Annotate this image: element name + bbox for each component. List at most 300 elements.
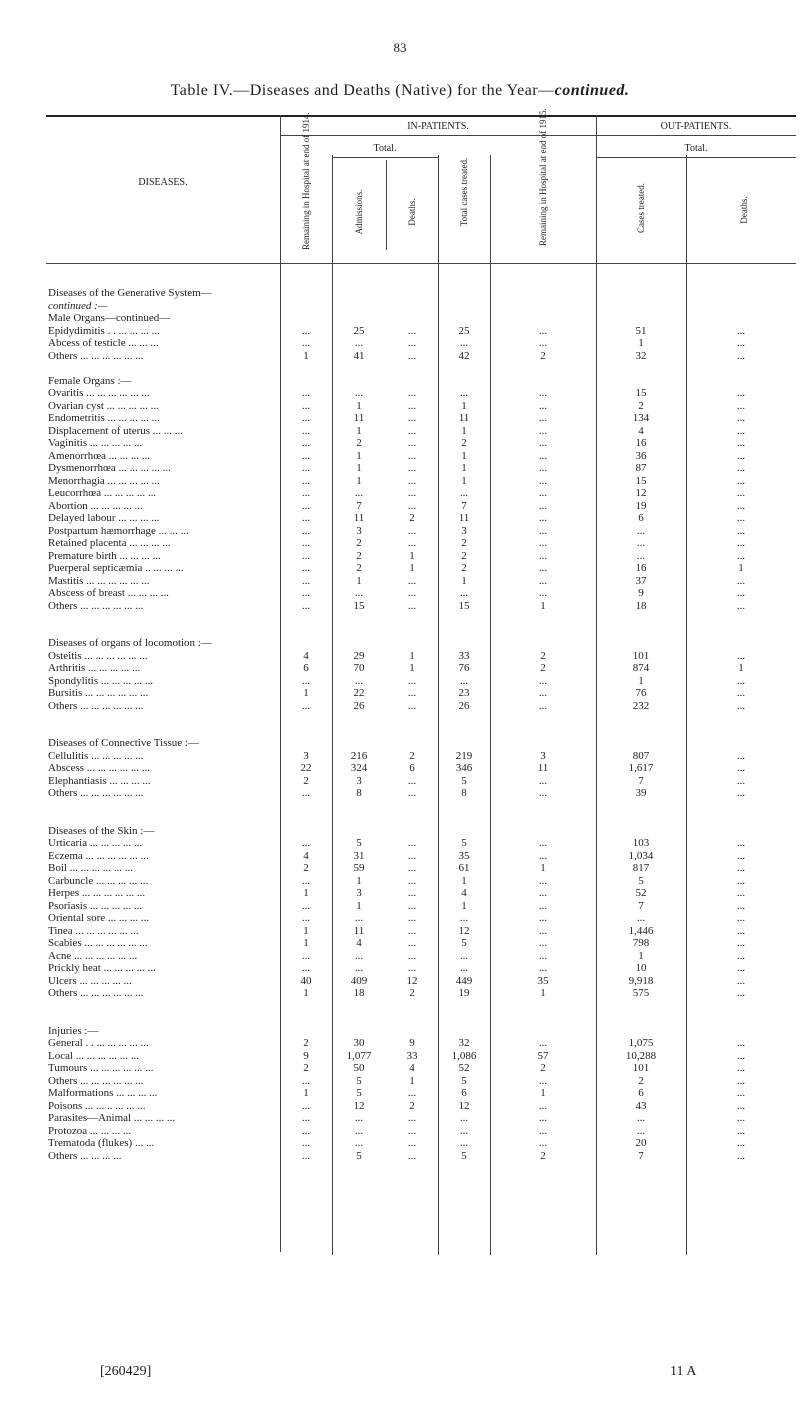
cell-total-treated: 19 <box>458 987 470 999</box>
row-label: Female Organs :— <box>48 374 132 387</box>
cell-out-deaths: ... <box>736 349 746 362</box>
row-label: Epidydimitis . . ... ... ... ... <box>48 324 160 337</box>
cell-remaining-1914: ... <box>301 562 311 574</box>
row-label: Mastitis ... ... ... ... ... ... <box>48 574 150 587</box>
cell-deaths: ... <box>407 437 417 449</box>
cell-admissions: 8 <box>356 787 362 799</box>
cell-out-cases-treated: 1,617 <box>628 762 654 774</box>
row-label: Local ... ... ... ... ... ... <box>48 1049 140 1062</box>
header-deaths: Deaths. <box>407 198 417 226</box>
row-label: Postpartum hæmorrhage ... ... ... <box>48 524 189 537</box>
cell-remaining-1915: ... <box>538 1112 548 1124</box>
cell-admissions: ... <box>354 337 364 349</box>
cell-remaining-1914: ... <box>301 949 311 962</box>
cell-total-treated: 11 <box>458 412 470 424</box>
table-row <box>46 587 796 600</box>
cell-admissions: 25 <box>353 324 365 337</box>
cell-deaths: ... <box>407 412 417 424</box>
cell-remaining-1915: 2 <box>540 662 546 674</box>
header-remaining-1915: Remaining in Hospital at end of 1915. <box>538 108 548 246</box>
cell-admissions: 409 <box>350 974 368 987</box>
cell-remaining-1915: ... <box>538 474 548 487</box>
cell-out-cases-treated: 16 <box>635 562 647 574</box>
cell-out-deaths: ... <box>736 424 746 437</box>
cell-out-cases-treated: 807 <box>632 749 650 762</box>
cell-out-deaths: ... <box>736 387 746 399</box>
cell-remaining-1915: 2 <box>540 1062 546 1074</box>
section-heading <box>46 637 796 650</box>
cell-remaining-1914: 22 <box>300 762 312 774</box>
cell-remaining-1915: 57 <box>537 1049 549 1062</box>
section-heading <box>46 375 796 388</box>
table-row <box>46 500 796 513</box>
cell-out-deaths: ... <box>736 337 746 349</box>
cell-deaths: ... <box>407 887 417 899</box>
cell-total-treated: 3 <box>461 524 467 537</box>
cell-deaths: ... <box>407 849 417 862</box>
cell-total-treated: ... <box>459 962 469 974</box>
row-label: Others ... ... ... ... ... ... <box>48 1074 144 1087</box>
cell-remaining-1915: ... <box>538 1137 548 1149</box>
section-heading <box>46 737 796 750</box>
row-label: Others ... ... ... ... ... ... <box>48 787 144 799</box>
table-row <box>46 1150 796 1163</box>
cell-total-treated: 12 <box>458 1099 470 1112</box>
row-label: Urticaria ... ... ... ... ... <box>48 837 143 849</box>
cell-remaining-1914: 40 <box>300 974 312 987</box>
table-row <box>46 850 796 863</box>
table-row <box>46 925 796 938</box>
cell-out-cases-treated: 43 <box>635 1099 647 1112</box>
header-cases-treated: Cases treated. <box>636 183 646 233</box>
cell-out-cases-treated: 87 <box>635 462 647 474</box>
cell-out-deaths: ... <box>736 874 746 887</box>
cell-remaining-1914: ... <box>301 912 311 924</box>
row-label: Ovaritis ... ... ... ... ... ... <box>48 387 150 399</box>
title-main: Table IV.—Diseases and Deaths (Native) for the Year— <box>170 82 555 99</box>
cell-remaining-1915: ... <box>538 574 548 587</box>
cell-out-cases-treated: ... <box>636 524 646 537</box>
cell-remaining-1914: 2 <box>303 1062 309 1074</box>
cell-total-treated: ... <box>459 1112 469 1124</box>
cell-admissions: ... <box>354 1112 364 1124</box>
row-spacer <box>46 362 796 375</box>
cell-out-deaths: ... <box>736 987 746 999</box>
cell-remaining-1914: ... <box>301 962 311 974</box>
cell-remaining-1914: 1 <box>303 349 309 362</box>
cell-out-deaths: ... <box>736 1074 746 1087</box>
table-row <box>46 575 796 588</box>
cell-remaining-1914: ... <box>301 1099 311 1112</box>
cell-deaths: 2 <box>409 749 415 762</box>
cell-admissions: 1,077 <box>346 1049 372 1062</box>
table-row <box>46 700 796 713</box>
cell-deaths: ... <box>407 924 417 937</box>
cell-out-cases-treated: 2 <box>638 1074 644 1087</box>
row-label: Abscess of breast ... ... ... ... <box>48 587 169 599</box>
table-row <box>46 550 796 563</box>
table-row <box>46 650 796 663</box>
cell-remaining-1915: ... <box>538 524 548 537</box>
header-rule <box>332 157 438 158</box>
cell-remaining-1915: ... <box>538 887 548 899</box>
cell-admissions: 7 <box>356 499 362 512</box>
cell-total-treated: ... <box>459 1124 469 1137</box>
cell-total-treated: 1 <box>461 462 467 474</box>
cell-out-cases-treated: 10 <box>635 962 647 974</box>
cell-admissions: 3 <box>356 524 362 537</box>
cell-out-deaths: ... <box>736 487 746 499</box>
cell-deaths: ... <box>407 524 417 537</box>
row-spacer <box>46 800 796 813</box>
cell-deaths: 1 <box>409 562 415 574</box>
header-remaining-1914: Remaining in Hospital at end of 1914. <box>301 112 311 250</box>
cell-remaining-1914: ... <box>301 449 311 462</box>
cell-remaining-1915: ... <box>538 837 548 849</box>
cell-out-deaths: ... <box>736 1137 746 1149</box>
cell-remaining-1914: 1 <box>303 937 309 949</box>
cell-remaining-1914: 1 <box>303 924 309 937</box>
cell-admissions: 15 <box>353 599 365 612</box>
cell-remaining-1914: 1 <box>303 987 309 999</box>
cell-out-cases-treated: 817 <box>632 862 650 874</box>
page-title <box>0 82 800 100</box>
table-row <box>46 837 796 850</box>
row-label: Amenorrhœa ... ... ... ... <box>48 449 151 462</box>
cell-remaining-1915: 1 <box>540 599 546 612</box>
cell-remaining-1915: ... <box>538 387 548 399</box>
cell-out-deaths: ... <box>736 849 746 862</box>
cell-out-cases-treated: 798 <box>632 937 650 949</box>
cell-total-treated: 449 <box>455 974 473 987</box>
cell-remaining-1915: ... <box>538 499 548 512</box>
header-total-out: Total. <box>684 143 708 154</box>
cell-deaths: ... <box>407 387 417 399</box>
cell-remaining-1915: ... <box>538 337 548 349</box>
row-label: Vaginitis ... ... ... ... ... <box>48 437 143 449</box>
cell-deaths: ... <box>407 349 417 362</box>
cell-admissions: ... <box>354 587 364 599</box>
cell-out-deaths: ... <box>736 1062 746 1074</box>
row-label: Dysmenorrhœa ... ... ... ... ... <box>48 462 171 474</box>
header-rule <box>596 157 796 158</box>
cell-admissions: 2 <box>356 549 362 562</box>
cell-remaining-1914: ... <box>301 1074 311 1087</box>
cell-out-deaths: 1 <box>738 562 744 574</box>
table-row <box>46 1050 796 1063</box>
row-label: Spondylitis ... ... ... ... ... <box>48 674 154 687</box>
table-row <box>46 1112 796 1125</box>
row-label: continued :— <box>48 299 108 312</box>
cell-remaining-1915: ... <box>538 512 548 524</box>
cell-remaining-1914: 3 <box>303 749 309 762</box>
cell-total-treated: 346 <box>455 762 473 774</box>
title-continued: continued. <box>554 82 630 99</box>
cell-deaths: ... <box>407 599 417 612</box>
row-label: Diseases of Connective Tissue :— <box>48 737 199 749</box>
cell-deaths: ... <box>407 937 417 949</box>
row-label: Others ... ... ... ... ... ... <box>48 349 144 362</box>
cell-out-deaths: ... <box>736 537 746 549</box>
cell-deaths: ... <box>407 699 417 712</box>
cell-out-cases-treated: 19 <box>635 499 647 512</box>
cell-out-cases-treated: 51 <box>635 324 647 337</box>
cell-remaining-1915: ... <box>538 899 548 912</box>
cell-out-deaths: ... <box>736 1149 746 1162</box>
cell-total-treated: 2 <box>461 437 467 449</box>
cell-deaths: 1 <box>409 649 415 662</box>
cell-deaths: ... <box>407 874 417 887</box>
cell-out-deaths: ... <box>736 1099 746 1112</box>
row-label: Injuries :— <box>48 1024 99 1037</box>
cell-out-deaths: 1 <box>738 662 744 674</box>
row-label: Others ... ... ... ... ... ... <box>48 699 144 712</box>
row-label: Bursitis ... ... ... ... ... ... <box>48 687 149 699</box>
cell-remaining-1914: ... <box>301 337 311 349</box>
cell-remaining-1915: ... <box>538 937 548 949</box>
cell-remaining-1915: ... <box>538 437 548 449</box>
cell-remaining-1914: 2 <box>303 1037 309 1049</box>
cell-remaining-1914: ... <box>301 499 311 512</box>
table-row <box>46 325 796 338</box>
cell-out-deaths: ... <box>736 474 746 487</box>
cell-deaths: ... <box>407 862 417 874</box>
row-spacer <box>46 612 796 625</box>
cell-out-deaths: ... <box>736 774 746 787</box>
cell-deaths: ... <box>407 787 417 799</box>
cell-admissions: 1 <box>356 574 362 587</box>
cell-out-cases-treated: 1,075 <box>628 1037 654 1049</box>
table-row <box>46 875 796 888</box>
cell-out-deaths: ... <box>736 412 746 424</box>
table-row <box>46 1037 796 1050</box>
table-row <box>46 975 796 988</box>
table-row <box>46 525 796 538</box>
cell-out-deaths: ... <box>736 437 746 449</box>
row-label: Poisons ... ... .. ... ... ... <box>48 1099 146 1112</box>
cell-remaining-1914: ... <box>301 1124 311 1137</box>
cell-remaining-1915: ... <box>538 674 548 687</box>
cell-out-cases-treated: 6 <box>638 1087 644 1099</box>
table-body <box>46 287 796 1162</box>
table-row <box>46 787 796 800</box>
row-label: Tinea ... ... ... ... ... ... <box>48 924 139 937</box>
row-spacer <box>46 1000 796 1013</box>
cell-out-cases-treated: ... <box>636 549 646 562</box>
table-row <box>46 1100 796 1113</box>
cell-remaining-1914: ... <box>301 412 311 424</box>
cell-out-deaths: ... <box>736 512 746 524</box>
cell-out-cases-treated: 20 <box>635 1137 647 1149</box>
cell-deaths: ... <box>407 912 417 924</box>
table-row <box>46 412 796 425</box>
table-row <box>46 762 796 775</box>
row-label: Premature birth ... ... ... ... <box>48 549 161 562</box>
cell-out-cases-treated: ... <box>636 1112 646 1124</box>
cell-admissions: 50 <box>353 1062 365 1074</box>
cell-admissions: ... <box>354 674 364 687</box>
cell-out-deaths: ... <box>736 499 746 512</box>
cell-remaining-1914: ... <box>301 599 311 612</box>
cell-deaths: ... <box>407 1124 417 1137</box>
cell-remaining-1915: ... <box>538 487 548 499</box>
cell-deaths: 1 <box>409 1074 415 1087</box>
cell-deaths: 1 <box>409 662 415 674</box>
table-row <box>46 887 796 900</box>
row-label: Acne ... ... ... ... ... ... <box>48 949 138 962</box>
cell-remaining-1915: ... <box>538 687 548 699</box>
cell-remaining-1914: ... <box>301 537 311 549</box>
cell-admissions: 18 <box>353 987 365 999</box>
cell-remaining-1914: ... <box>301 462 311 474</box>
cell-out-cases-treated: 1,446 <box>628 924 654 937</box>
table-row <box>46 912 796 925</box>
cell-remaining-1915: ... <box>538 699 548 712</box>
header-admissions: Admissions. <box>354 189 364 235</box>
cell-admissions: 11 <box>353 512 365 524</box>
cell-out-cases-treated: 52 <box>635 887 647 899</box>
cell-admissions: 70 <box>353 662 365 674</box>
cell-admissions: 5 <box>356 1087 362 1099</box>
cell-out-cases-treated: 39 <box>635 787 647 799</box>
cell-remaining-1914: 2 <box>303 774 309 787</box>
cell-remaining-1915: 3 <box>540 749 546 762</box>
cell-deaths: ... <box>407 962 417 974</box>
cell-remaining-1914: 1 <box>303 1087 309 1099</box>
cell-remaining-1915: 1 <box>540 862 546 874</box>
cell-out-cases-treated: ... <box>636 912 646 924</box>
cell-remaining-1914: ... <box>301 324 311 337</box>
cell-out-cases-treated: 37 <box>635 574 647 587</box>
cell-remaining-1915: ... <box>538 537 548 549</box>
cell-admissions: 3 <box>356 887 362 899</box>
table-row <box>46 1087 796 1100</box>
cell-out-deaths: ... <box>736 699 746 712</box>
cell-admissions: 1 <box>356 462 362 474</box>
cell-out-deaths: ... <box>736 937 746 949</box>
header-in-patients: IN-PATIENTS. <box>407 121 469 132</box>
cell-admissions: 2 <box>356 537 362 549</box>
cell-deaths: 6 <box>409 762 415 774</box>
table-row <box>46 450 796 463</box>
cell-out-cases-treated: 9,918 <box>628 974 654 987</box>
table-row <box>46 900 796 913</box>
cell-deaths: ... <box>407 1137 417 1149</box>
cell-total-treated: ... <box>459 487 469 499</box>
row-label: Delayed labour ... ... ... ... <box>48 512 160 524</box>
row-label: Ulcers ... ... ... ... ... <box>48 974 132 987</box>
table-row <box>46 962 796 975</box>
cell-remaining-1914: ... <box>301 399 311 412</box>
cell-admissions: 41 <box>353 349 365 362</box>
cell-out-deaths: ... <box>736 1087 746 1099</box>
cell-remaining-1914: ... <box>301 1149 311 1162</box>
cell-deaths: 2 <box>409 512 415 524</box>
row-label: Parasites—Animal ... ... ... ... <box>48 1112 176 1124</box>
cell-remaining-1914: 9 <box>303 1049 309 1062</box>
cell-deaths: 1 <box>409 549 415 562</box>
cell-admissions: 29 <box>353 649 365 662</box>
cell-out-cases-treated: 101 <box>632 649 650 662</box>
cell-remaining-1915: ... <box>538 462 548 474</box>
cell-out-cases-treated: 134 <box>632 412 650 424</box>
cell-out-cases-treated: 16 <box>635 437 647 449</box>
table-row <box>46 1075 796 1088</box>
cell-remaining-1914: ... <box>301 587 311 599</box>
cell-remaining-1914: ... <box>301 1112 311 1124</box>
cell-out-deaths: ... <box>736 399 746 412</box>
row-label: Diseases of organs of locomotion :— <box>48 637 212 649</box>
cell-total-treated: ... <box>459 337 469 349</box>
cell-out-cases-treated: 101 <box>632 1062 650 1074</box>
cell-remaining-1914: ... <box>301 837 311 849</box>
cell-remaining-1915: 1 <box>540 987 546 999</box>
page-number: 83 <box>393 40 407 55</box>
cell-out-deaths: ... <box>736 837 746 849</box>
cell-total-treated: 1 <box>461 399 467 412</box>
cell-admissions: 1 <box>356 474 362 487</box>
cell-remaining-1915: 2 <box>540 1149 546 1162</box>
cell-total-treated: 7 <box>461 499 467 512</box>
cell-total-treated: 5 <box>461 1149 467 1162</box>
cell-admissions: 26 <box>353 699 365 712</box>
row-label: Tumours ... ... ... ... ... ... <box>48 1062 154 1074</box>
cell-remaining-1914: 1 <box>303 887 309 899</box>
cell-deaths: 4 <box>409 1062 415 1074</box>
table-row <box>46 437 796 450</box>
header-diseases: DISEASES. <box>138 177 188 188</box>
row-label: Others ... ... ... ... ... ... <box>48 987 144 999</box>
cell-deaths: ... <box>407 424 417 437</box>
cell-remaining-1915: ... <box>538 587 548 599</box>
cell-remaining-1915: ... <box>538 774 548 787</box>
cell-total-treated: 6 <box>461 1087 467 1099</box>
cell-total-treated: 42 <box>458 349 470 362</box>
cell-out-deaths: ... <box>736 687 746 699</box>
cell-remaining-1915: ... <box>538 549 548 562</box>
cell-deaths: ... <box>407 674 417 687</box>
cell-admissions: 1 <box>356 399 362 412</box>
cell-admissions: 1 <box>356 449 362 462</box>
cell-out-cases-treated: 7 <box>638 899 644 912</box>
cell-remaining-1914: 6 <box>303 662 309 674</box>
footer-print-code: [260429] <box>100 1364 152 1379</box>
cell-total-treated: 4 <box>461 887 467 899</box>
cell-remaining-1914: ... <box>301 874 311 887</box>
cell-remaining-1914: ... <box>301 524 311 537</box>
cell-remaining-1915: ... <box>538 412 548 424</box>
cell-remaining-1915: ... <box>538 1099 548 1112</box>
cell-deaths: ... <box>407 949 417 962</box>
table-row <box>46 775 796 788</box>
table-row <box>46 750 796 763</box>
section-heading <box>46 825 796 838</box>
row-label: Oriental sore ... ... ... ... <box>48 912 150 924</box>
cell-deaths: ... <box>407 899 417 912</box>
cell-admissions: 1 <box>356 899 362 912</box>
section-heading <box>46 300 796 313</box>
cell-admissions: 22 <box>353 687 365 699</box>
cell-out-deaths: ... <box>736 649 746 662</box>
row-spacer <box>46 712 796 725</box>
row-label: Psoriasis ... ... ... ... ... <box>48 899 143 912</box>
row-label: Retained placenta ... ... ... ... <box>48 537 171 549</box>
cell-deaths: 33 <box>406 1049 418 1062</box>
table-row <box>46 1125 796 1138</box>
cell-admissions: 216 <box>350 749 368 762</box>
cell-deaths: ... <box>407 774 417 787</box>
row-label: Leucorrhœa ... ... ... ... ... <box>48 487 157 499</box>
